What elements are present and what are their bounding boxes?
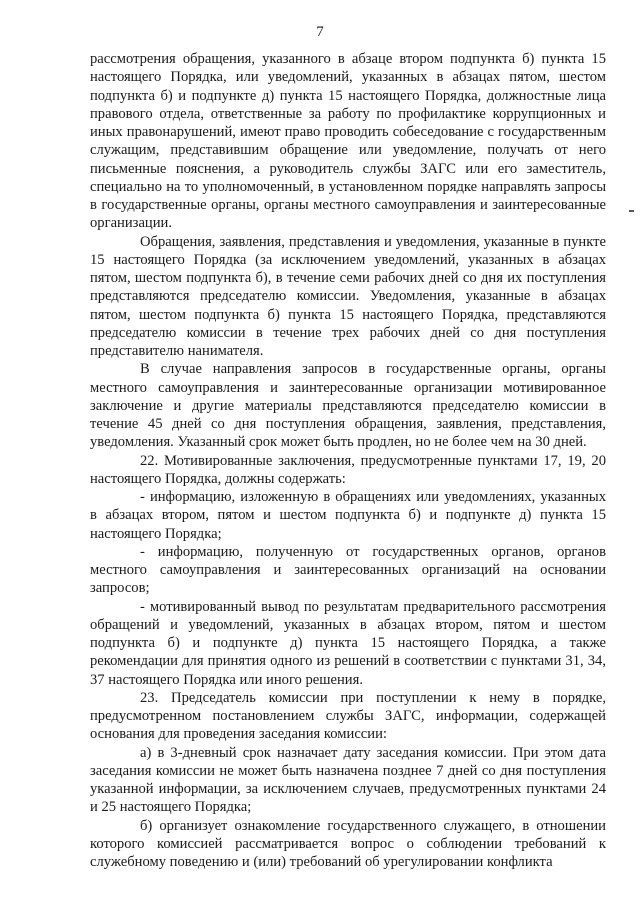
paragraph-1: рассмотрения обращения, указанного в абзаце втором подпункта б) пункта 15 настоящего Порядка, или уведомлений, указанных в абзацах пятом, шестом подпункта б) и подпункте д) пункта 15 настоящего Порядка, должностные лица правового отдела, ответственные за работу по профилактике коррупционных и иных правонарушений, имеют право проводить собеседование с государственным служащим, представившим обращение или уведомление, получать от него письменные пояснения, а руководитель службы ЗАГС или его заместитель, специально на то уполномоченный, в установленном порядке направлять запросы в государственные органы, органы местного самоуправления и заинтересованные организации. — [90, 51, 606, 232]
document-body — [90, 50, 606, 871]
page-number: 7 — [316, 24, 324, 40]
paragraph-10: б) организует ознакомление государственного служащего, в отношении которого комиссией рассматривается вопрос о соблюдении требований к служебному поведению и (или) требований об урегулировании конфликта — [90, 817, 606, 870]
paragraph-2: Обращения, заявления, представления и уведомления, указанные в пункте 15 настоящего Порядка (за исключением уведомлений, указанных в абзацах пятом, шестом подпункта б), в течение семи рабочих дней со дня их поступления представляются председателю комиссии. Уведомления, указанные в абзацах пятом, шестом подпункта б) пункта 15 настоящего Порядка, представляются председателю комиссии в течение трех рабочих дней со дня поступления представителю нанимателя. — [90, 233, 606, 359]
paragraph-8: 23. Председатель комиссии при поступлении к нему в порядке, предусмотренном постановлением службы ЗАГС, информации, содержащей основания для проведения заседания комиссии: — [90, 689, 606, 743]
paragraph-7: - мотивированный вывод по результатам предварительного рассмотрения обращений и уведомлений, указанных в абзацах втором, пятом и шестом подпункта б) и подпункте д) пункта 15 настоящего Порядка, а также рекомендации для принятия одного из решений в соответствии с пунктами 31, 34, 37 настоящего Порядка или иного решения. — [90, 598, 606, 688]
paragraph-9: а) в 3-дневный срок назначает дату заседания комиссии. При этом дата заседания комиссии не может быть назначена позднее 7 дней со дня поступления указанной информации, за исключением случаев, предусмотренных пунктами 24 и 25 настоящего Порядка; — [90, 744, 606, 816]
paragraph-3: В случае направления запросов в государственные органы, органы местного самоуправления и заинтересованные организации мотивированное заключение и другие материалы представляются председателю комиссии в течение 45 дней со дня поступления обращения, заявления, представления, уведомления. Указанный срок может быть продлен, но не более чем на 30 дней. — [90, 361, 606, 451]
paragraph-4: 22. Мотивированные заключения, предусмотренные пунктами 17, 19, 20 настоящего Порядка, должны содержать: — [90, 452, 606, 487]
paragraph-5: - информацию, изложенную в обращениях или уведомлениях, указанных в абзацах втором, пятом и шестом подпункта б) и подпункте д) пункта 15 настоящего Порядка; — [90, 489, 606, 542]
scan-mark — [629, 210, 634, 212]
paragraph-6: - информацию, полученную от государственных органов, органов местного самоуправления и заинтересованных организаций на основании запросов; — [90, 543, 606, 597]
